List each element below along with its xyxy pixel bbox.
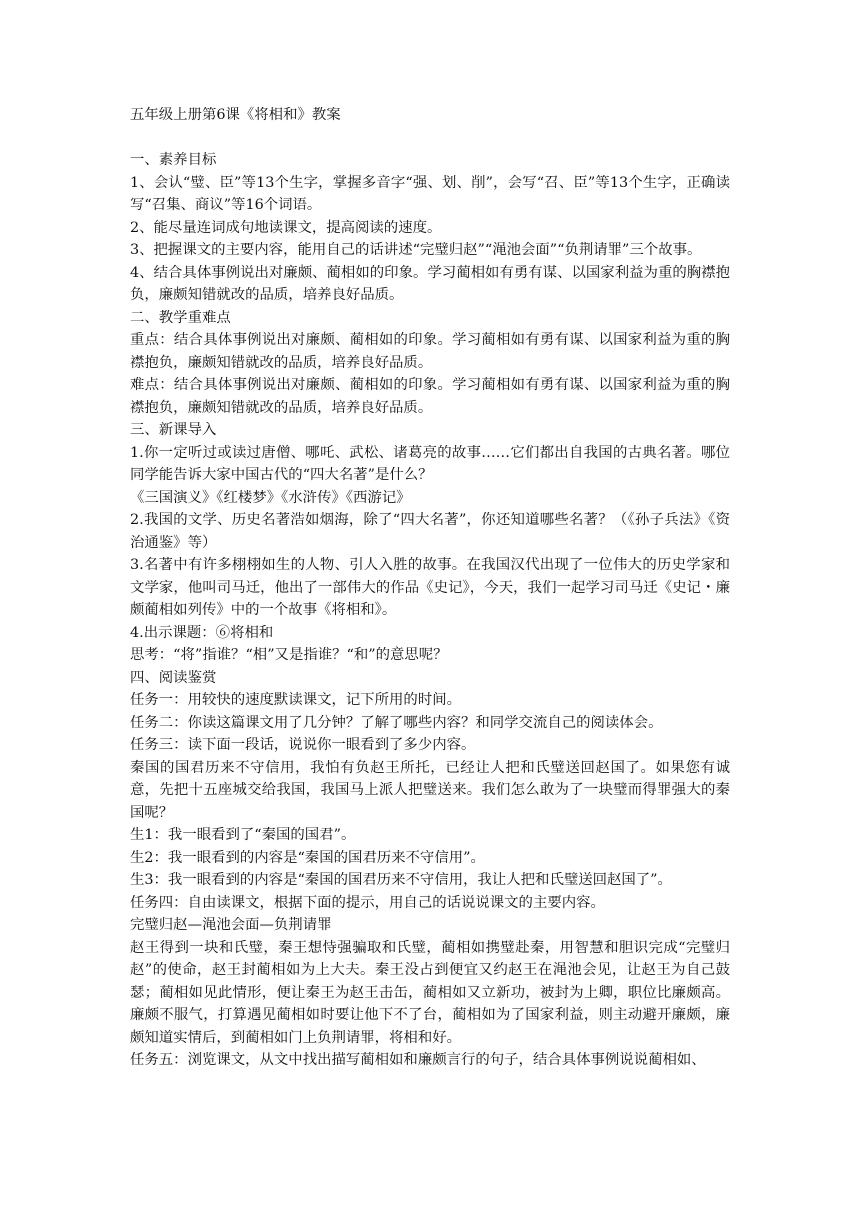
- section-heading-objectives: 一、素养目标: [130, 152, 217, 168]
- key-point: 重点：结合具体事例说出对廉颇、蔺相如的印象。学习蔺相如有勇有谋、以国家利益为重的胸襟抱负，廉颇知错就改的品质，培养良好品质。: [130, 332, 730, 371]
- task-2: 任务二：你读这篇课文用了几分钟？了解了哪些内容？和同学交流自己的阅读体会。: [130, 714, 663, 731]
- intro-question-2: 2.我国的文学、历史名著浩如烟海，除了“四大名著”，你还知道哪些名著？（《孙子兵法》《资治通鉴》等）: [130, 512, 730, 551]
- task-4: 任务四：自由读课文，根据下面的提示，用自己的话说说课文的主要内容。: [130, 894, 605, 911]
- task-1: 任务一：用较快的速度默读课文，记下所用的时间。: [130, 692, 461, 708]
- story-summary: 赵王得到一块和氏璧，秦王想恃强骗取和氏璧，蔺相如携璧赴秦，用智慧和胆识完成“完璧归赵”的使命，赵王封蔺相如为上大夫。秦王没占到便宜又约赵王在渑池会见，让赵王为自己鼓瑟；蔺相如见此情形，便让秦王为赵王击缶，蔺相如又立新功，被封为上卿，职位比廉颇高。廉颇不服气，打算遇见蔺相如时要让他下不了台，蔺相如为了国家利益，则主动避开廉颇，廉颇知道实情后，到蔺相如门上负荆请罪，将相和好。: [130, 939, 730, 1046]
- document-title: 五年级上册第6课《将相和》教案: [130, 107, 341, 123]
- objective-4: 4、结合具体事例说出对廉颇、蔺相如的印象。学习蔺相如有勇有谋、以国家利益为重的胸襟抱负，廉颇知错就改的品质，培养良好品质。: [130, 264, 730, 303]
- intro-paragraph-3: 3.名著中有许多栩栩如生的人物、引人入胜的故事。在我国汉代出现了一位伟大的历史学家和文学家，他叫司马迁，他出了一部伟大的作品《史记》，今天，我们一起学习司马迁《史记・廉颇蔺相如列传》中的一个故事《将相和》。: [130, 557, 730, 618]
- intro-answer-1: 《三国演义》《红楼梦》《水浒传》《西游记》: [130, 489, 411, 506]
- task-3: 任务三：读下面一段话，说说你一眼看到了多少内容。: [130, 737, 476, 753]
- document-page: [130, 104, 730, 1072]
- difficult-point: 难点：结合具体事例说出对廉颇、蔺相如的印象。学习蔺相如有勇有谋、以国家利益为重的胸襟抱负，廉颇知错就改的品质，培养良好品质。: [130, 377, 730, 416]
- story-outline: 完璧归赵—渑池会面—负荆请罪: [130, 917, 332, 933]
- student-answer-1: 生1：我一眼看到了“秦国的国君”。: [130, 827, 356, 843]
- reading-passage: 秦国的国君历来不守信用，我怕有负赵王所托，已经让人把和氏璧送回赵国了。如果您有诚意，先把十五座城交给我国，我国马上派人把璧送来。我们怎么敢为了一块璧而得罪强大的秦国呢？: [130, 759, 730, 821]
- objective-3: 3、把握课文的主要内容，能用自己的话讲述“完璧归赵”“渑池会面”“负荆请罪”三个故事。: [130, 242, 702, 258]
- section-heading-reading: 四、阅读鉴赏: [130, 669, 217, 686]
- student-answer-2: 生2：我一眼看到的内容是“秦国的国君历来不守信用”。: [130, 849, 485, 866]
- task-5: 任务五：浏览课文，从文中找出描写蔺相如和廉颇言行的句子，结合具体事例说说蔺相如、: [130, 1052, 706, 1068]
- intro-lesson-title: 4.出示课题：⑥将相和: [130, 624, 274, 641]
- intro-question-1: 1.你一定听过或读过唐僧、哪吒、武松、诸葛亮的故事……它们都出自我国的古典名著。哪位同学能告诉大家中国古代的“四大名著”是什么？: [130, 444, 730, 483]
- student-answer-3: 生3：我一眼看到的内容是“秦国的国君历来不守信用，我让人把和氏璧送回赵国了”。: [130, 872, 672, 888]
- objective-2: 2、能尽量连词成句地读课文，提高阅读的速度。: [130, 219, 442, 236]
- section-heading-key-points: 二、教学重难点: [130, 309, 231, 326]
- section-heading-introduction: 三、新课导入: [130, 422, 217, 438]
- intro-think-question: 思考：“将”指谁？“相”又是指谁？“和”的意思呢？: [130, 647, 448, 663]
- objective-1: 1、会认“璧、臣”等13个生字，掌握多音字“强、划、削”，会写“召、臣”等13个生字，正确读写“召集、商议”等16个词语。: [130, 174, 730, 213]
